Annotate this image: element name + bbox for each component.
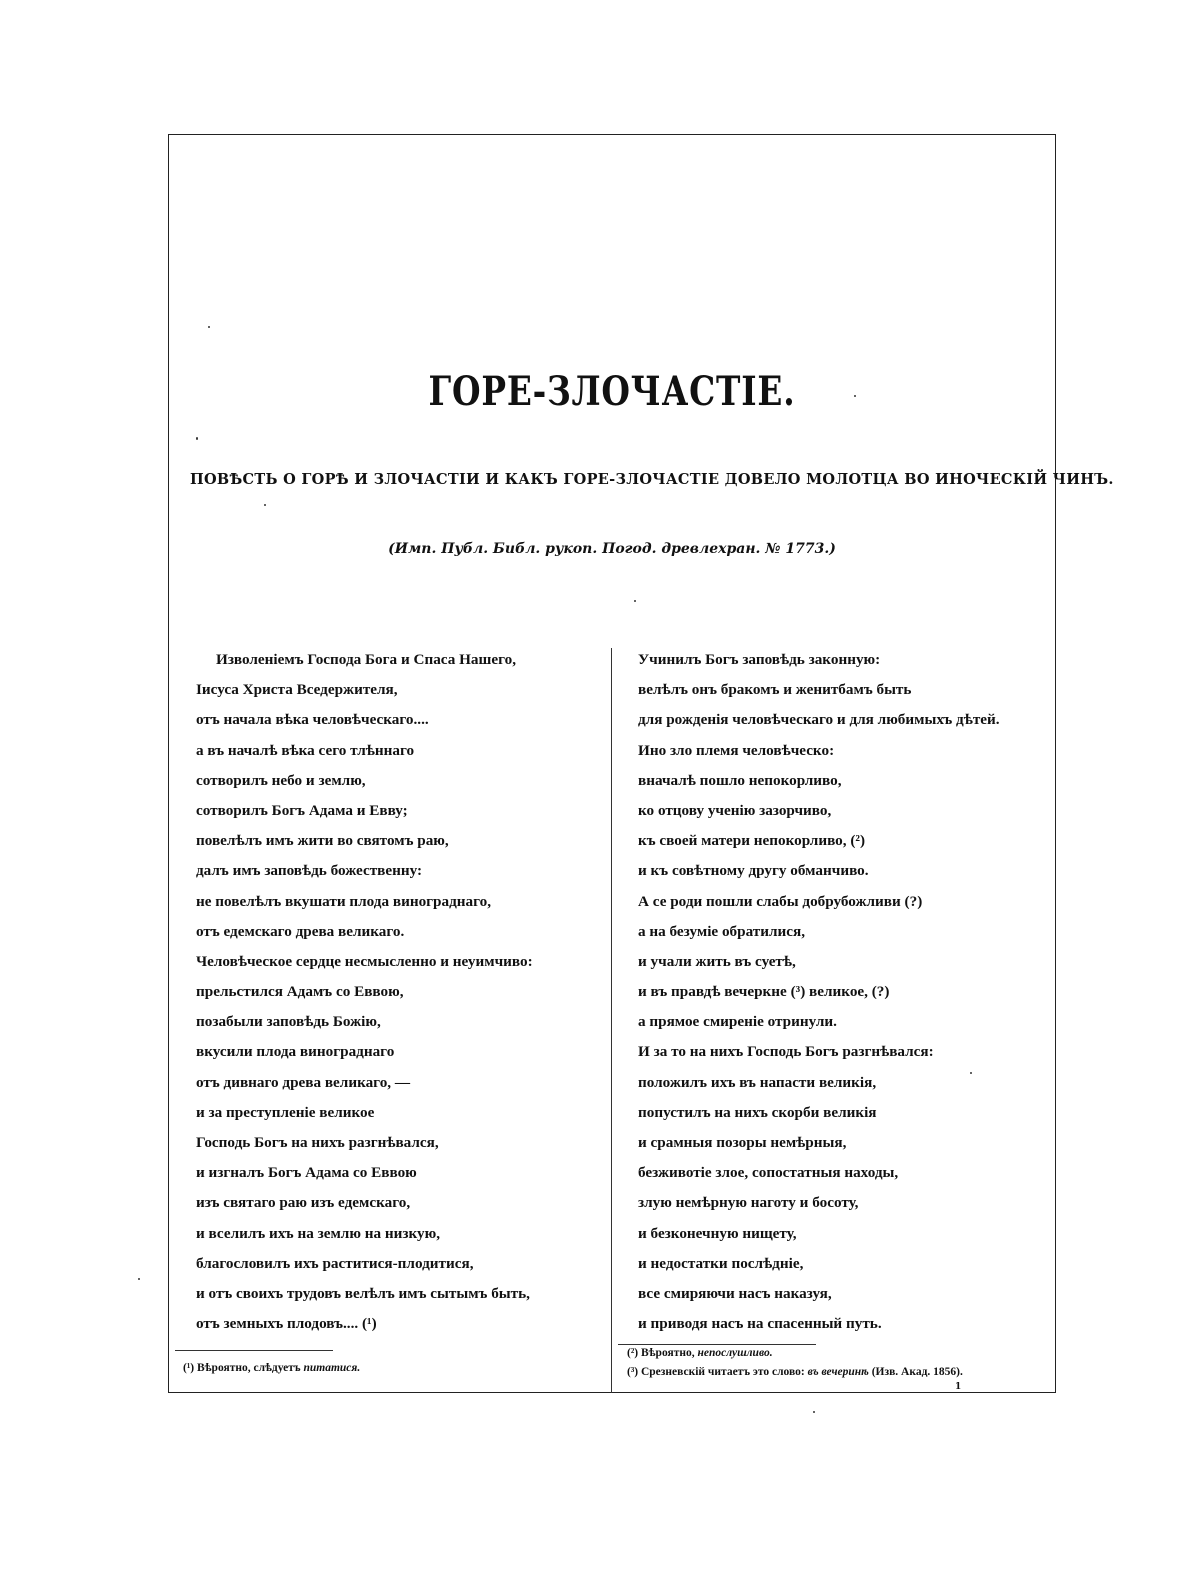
footnote-3-tail: (Изв. Акад. 1856). <box>871 1366 963 1378</box>
right-column-line: безживотіе злое, сопостатныя находы, <box>638 1164 899 1182</box>
right-column-line: Ино зло племя человѣческо: <box>638 741 835 759</box>
right-text-column <box>638 645 1000 1339</box>
right-column-line: и приводя насъ на спасенный путь. <box>638 1315 882 1333</box>
left-column-line: и за преступленіе великое <box>196 1103 375 1121</box>
column-divider <box>611 648 612 1393</box>
right-column-line: и учали жить въ суетѣ, <box>638 952 796 970</box>
footnote-rule-left <box>175 1350 333 1351</box>
left-column-line: повелѣлъ имъ жити во святомъ раю, <box>196 832 449 850</box>
right-column-line: велѣлъ онъ бракомъ и женитбамъ быть <box>638 681 912 699</box>
footnote-2-text: Вѣроятно, <box>640 1347 695 1359</box>
print-speck <box>634 600 636 602</box>
left-column-line: а въ началѣ вѣка сего тлѣннаго <box>196 741 415 759</box>
print-speck <box>970 1072 972 1074</box>
left-column-line: Господь Богъ на нихъ разгнѣвался, <box>196 1134 439 1151</box>
right-column-line: А се роди пошли слабы добрубожливи (?) <box>638 892 923 910</box>
footnote-rule-right <box>618 1344 816 1345</box>
footnote-2-italic: непослушливо. <box>697 1347 773 1359</box>
left-column-line: позабыли заповѣдь Божію, <box>196 1013 381 1031</box>
left-column-line: прельстился Адамъ со Еввою, <box>196 983 404 1001</box>
page-number: 1 <box>955 1382 962 1392</box>
right-column-line: положилъ ихъ въ напасти великія, <box>638 1073 877 1091</box>
footnote-1-italic: питатися. <box>303 1362 361 1374</box>
right-column-line: къ своей матери непокорливо, (²) <box>638 832 866 850</box>
right-column-line: Учинилъ Богъ заповѣдь законную: <box>638 651 881 668</box>
footnote-1-mark: (¹) <box>183 1362 195 1374</box>
left-column-line: сотворилъ Богъ Адама и Евву; <box>196 801 408 819</box>
right-column-line: все смиряючи насъ наказуя, <box>638 1284 832 1302</box>
right-column-line: и къ совѣтному другу обманчиво. <box>638 862 869 880</box>
right-column-line: попустилъ на нихъ скорби великія <box>638 1103 877 1121</box>
page-title: ГОРЕ-ЗЛОЧАСТІЕ. <box>428 368 796 415</box>
left-column-line: и вселилъ ихъ на землю на низкую, <box>196 1224 440 1242</box>
print-speck <box>208 326 210 328</box>
left-column-line: отъ едемскаго древа великаго. <box>196 922 405 940</box>
left-column-line: отъ дивнаго древа великаго, — <box>196 1073 411 1091</box>
footnote-3 <box>627 1366 963 1378</box>
print-speck <box>138 1278 140 1280</box>
right-column-line: И за то на нихъ Господь Богъ разгнѣвался: <box>638 1043 934 1061</box>
right-column-line: и срамныя позоры немѣрныя, <box>638 1134 847 1151</box>
right-column-line: злую немѣрную наготу и босоту, <box>638 1194 859 1212</box>
footnote-1-text: Вѣроятно, слѣдуетъ <box>196 1362 301 1374</box>
left-column-line: Изволеніемъ Господа Бога и Спаса Нашего, <box>216 651 516 668</box>
left-column-line: не повелѣлъ вкушати плода винограднаго, <box>196 892 492 910</box>
left-column-line: сотворилъ небо и землю, <box>196 771 366 789</box>
footnote-3-text: Срезневскій читаетъ это слово: <box>640 1366 805 1378</box>
print-speck <box>196 437 198 440</box>
left-column-line: далъ имъ заповѣдь божественну: <box>196 862 423 880</box>
page-subtitle: ПОВѢСТЬ О ГОРѢ И ЗЛОЧАСТІИ И КАКЪ ГОРЕ-ЗЛОЧАСТІЕ ДОВЕЛО МОЛОТЦА ВО ИНОЧЕСКІЙ ЧИНЪ. <box>190 471 1114 488</box>
left-column-line: отъ начала вѣка человѣческаго.... <box>196 711 429 729</box>
left-column-line: Іисуса Христа Вседержителя, <box>196 681 398 699</box>
footnote-2 <box>627 1347 773 1359</box>
footnote-3-italic: въ вечеринѣ <box>807 1366 869 1378</box>
left-column-line: вкусили плода винограднаго <box>196 1043 395 1061</box>
right-column-line: ко отцову ученію зазорчиво, <box>638 801 832 819</box>
footnote-3-mark: (³) <box>627 1366 639 1378</box>
print-speck <box>854 395 856 397</box>
left-column-line: благословилъ ихъ раститися-плодитися, <box>196 1254 474 1272</box>
left-column-line: отъ земныхъ плодовъ.... (¹) <box>196 1315 377 1333</box>
right-column-line: а прямое смиреніе отринули. <box>638 1013 837 1031</box>
left-text-column <box>196 645 533 1339</box>
right-column-line: вначалѣ пошло непокорливо, <box>638 771 842 789</box>
print-speck <box>264 504 266 506</box>
left-column-line: и изгналъ Богъ Адама со Еввою <box>196 1164 417 1182</box>
left-column-line: изъ святаго раю изъ едемскаго, <box>196 1194 411 1212</box>
right-column-line: и въ правдѣ вечеркне (³) великое, (?) <box>638 983 890 1001</box>
right-column-line: а на безуміе обратилися, <box>638 922 806 940</box>
right-column-line: и недостатки послѣдніе, <box>638 1254 804 1272</box>
left-column-line: Человѣческое сердце несмысленно и неуимчиво: <box>196 952 533 970</box>
footnote-2-mark: (²) <box>627 1347 639 1359</box>
right-column-line: для рожденія человѣческаго и для любимыхъ дѣтей. <box>638 711 1000 729</box>
left-column-line: и отъ своихъ трудовъ велѣлъ имъ сытымъ быть, <box>196 1284 530 1302</box>
footnote-1 <box>183 1362 360 1374</box>
source-reference: (Имп. Публ. Библ. рукоп. Погод. древлехран. № 1773.) <box>388 541 836 557</box>
print-speck <box>813 1411 815 1413</box>
right-column-line: и безконечную нищету, <box>638 1224 797 1242</box>
